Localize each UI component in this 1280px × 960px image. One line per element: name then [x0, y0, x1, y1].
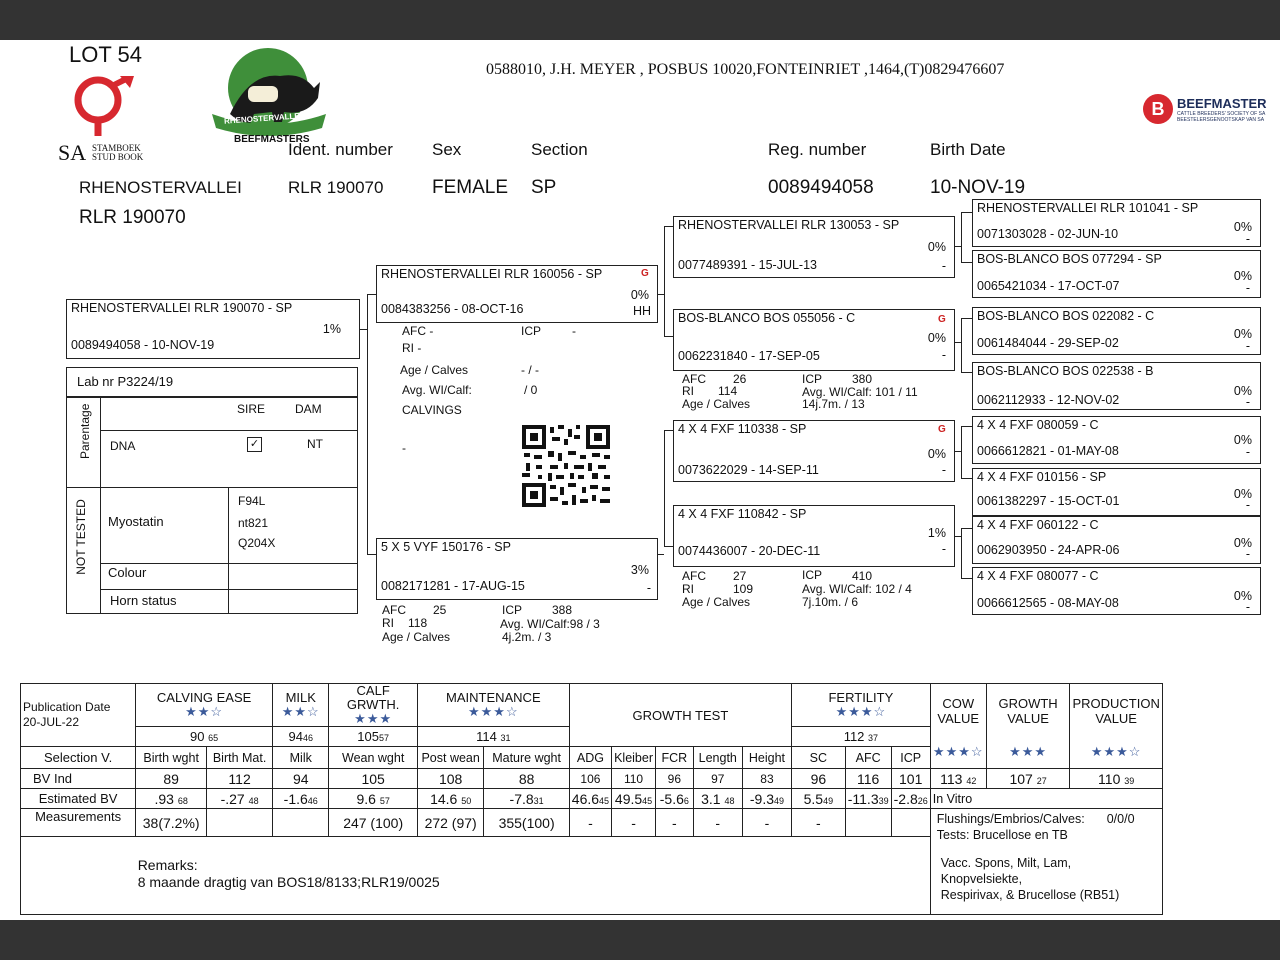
lot-number: LOT 54: [69, 42, 142, 67]
animal-section: SP: [531, 177, 557, 198]
gt-tested-icon: G: [938, 424, 946, 435]
fertility-stars-icon: ★★★☆: [835, 704, 887, 719]
estimated-bv-row: Estimated BV .93 68 -.27 48 -1.646 9.6 57 14.6 50 -7.831 46.645 49.545 -5.66 3.1 48 -9.349 5.549 -11.339 -2.826 In Vitro: [21, 789, 1240, 809]
breeding-values-table: [20, 683, 1240, 915]
reg-header: Reg. number: [768, 140, 867, 159]
rhenostervallei-logo: RHENOSTERVALLEI BEEFMASTERS: [210, 42, 330, 146]
subject-pedigree-box: RHENOSTERVALLEI RLR 190070 - SP 1% 0089494058 - 10-NOV-19: [66, 299, 360, 359]
gt-tested-icon: G: [938, 314, 946, 325]
ggparent-box-3: BOS-BLANCO BOS 022082 - C 0% 0061484044 - 29-SEP-02 -: [972, 307, 1261, 355]
not-tested-label: NOT TESTED: [74, 499, 88, 575]
selection-maintenance: 114 31: [417, 727, 569, 747]
animal-birth: 10-NOV-19: [930, 177, 1026, 198]
publication-cell: Publication Date 20-JUL-22: [21, 684, 136, 747]
sex-header: Sex: [432, 140, 462, 159]
calf-growth-header: CALF GRWTH. ★★★: [329, 684, 417, 727]
dna-sire-checkbox-icon: ✓: [247, 437, 262, 452]
calving-ease-header: CALVING EASE ★★☆: [136, 684, 273, 727]
selection-label: Selection V.: [21, 747, 136, 769]
growth-value-stars-icon: ★★★: [1009, 744, 1048, 759]
fertility-header: FERTILITY ★★★☆: [791, 684, 930, 727]
remarks-cell: Remarks: 8 maande dragtig van BOS18/8133;RLR19/0025: [136, 837, 931, 915]
calf-growth-stars-icon: ★★★: [354, 711, 393, 726]
animal-ident: RLR 190070: [288, 178, 384, 197]
sire-pedigree-box: RHENOSTERVALLEI RLR 160056 - SP 0% 0084383256 - 08-OCT-16 HH: [376, 265, 658, 323]
maintenance-stars-icon: ★★★☆: [468, 704, 519, 719]
bottom-bar: [0, 920, 1280, 960]
selection-calf: 10557: [329, 727, 417, 747]
selection-milk: 9446: [273, 727, 329, 747]
maintenance-header: MAINTENANCE ★★★☆: [417, 684, 569, 727]
growth-value-header: GROWTH VALUE ★★★: [986, 684, 1070, 769]
ggparent-box-6: 4 X 4 FXF 010156 - SP 0% 0061382297 - 15-OCT-01 -: [972, 468, 1261, 516]
ggparent-box-2: BOS-BLANCO BOS 077294 - SP 0% 0065421034 - 17-OCT-07 -: [972, 250, 1261, 298]
ggparent-box-1: RHENOSTERVALLEI RLR 101041 - SP 0% 0071303028 - 02-JUN-10 -: [972, 199, 1261, 247]
selection-calving: 90 65: [136, 727, 273, 747]
ggparent-box-4: BOS-BLANCO BOS 022538 - B 0% 0062112933 - 12-NOV-02 -: [972, 362, 1261, 410]
production-value-stars-icon: ★★★☆: [1090, 744, 1142, 759]
bv-ind-row: BV Ind 89 112 94 105 108 88 106 110 96 97 83 96 116 101 113 42 107 27 110 39: [21, 769, 1240, 789]
section-header: Section: [531, 140, 588, 159]
cow-value-stars-icon: ★★★☆: [932, 744, 984, 759]
granddam-paternal-box: BOS-BLANCO BOS 055056 - C 0% 0062231840 - 17-SEP-05 -: [673, 309, 955, 371]
notes-cell: Flushings/Embrios/Calves: 0/0/0 Tests: Brucellose en TB Vacc. Spons, Milt, Lam, Knopvelsiekte, Respirivax, & Brucellose (RB51): [930, 809, 1162, 915]
production-value-cell: 110 39: [1070, 769, 1162, 789]
column-header-row: Selection V. Birth wght Birth Mat. Milk Wean wght Post wean Mature wght ADG Kleiber FCR Length Height SC AFC ICP: [21, 747, 1240, 769]
beefmaster-b-icon: B: [1143, 94, 1173, 124]
animal-name: RHENOSTERVALLEI: [79, 178, 242, 197]
gt-tested-icon: G: [641, 268, 649, 279]
selection-fertility: 112 37: [791, 727, 930, 747]
calving-ease-stars-icon: ★★☆: [185, 704, 224, 719]
cow-value-header: COW VALUE ★★★☆: [930, 684, 986, 769]
animal-reg: 0089494058: [768, 177, 874, 198]
in-vitro-label: In Vitro: [930, 789, 1162, 809]
breeder-info: 0588010, J.H. MEYER , POSBUS 10020,FONTEINRIET ,1464,(T)0829476607: [486, 61, 1005, 78]
top-bar: [0, 0, 1280, 40]
growth-test-header: GROWTH TEST: [569, 684, 791, 747]
stamboek-symbol-icon: [68, 76, 138, 138]
qr-code-icon: [522, 425, 610, 507]
granddam-maternal-box: 4 X 4 FXF 110842 - SP 1% 0074436007 - 20-DEC-11 -: [673, 505, 955, 567]
milk-header: MILK ★★☆: [273, 684, 329, 727]
animal-name-2: RLR 190070: [79, 207, 186, 228]
lab-nr-box: Lab nr P3224/19: [66, 367, 358, 397]
dam-pedigree-box: 5 X 5 VYF 150176 - SP 3% 0082171281 - 17-AUG-15 -: [376, 538, 658, 600]
parentage-label: Parentage: [78, 403, 92, 459]
sa-studbook-logo: SA STAMBOEK STUD BOOK: [58, 76, 158, 166]
measurements-row: Measurements 38(7.2%) 247 (100) 272 (97) 355(100) - - - - - - Flushings/Embrios/Calves: 0/0/0 Tests: Brucellose en TB Vacc. Spons, Milt, Lam, Knopvelsiekte, Respirivax, & Brucellose (RB51): [21, 809, 1240, 837]
cow-value-cell: 113 42: [930, 769, 986, 789]
ident-header: Ident. number: [288, 140, 393, 159]
milk-stars-icon: ★★☆: [281, 704, 320, 719]
production-value-header: PRODUCTION VALUE ★★★☆: [1070, 684, 1162, 769]
growth-value-cell: 107 27: [986, 769, 1070, 789]
ggparent-box-5: 4 X 4 FXF 080059 - C 0% 0066612821 - 01-MAY-08 -: [972, 416, 1261, 464]
ggparent-box-8: 4 X 4 FXF 080077 - C 0% 0066612565 - 08-MAY-08 -: [972, 567, 1261, 615]
ggparent-box-7: 4 X 4 FXF 060122 - C 0% 0062903950 - 24-APR-06 -: [972, 516, 1261, 564]
grandsire-paternal-box: RHENOSTERVALLEI RLR 130053 - SP 0% 0077489391 - 15-JUL-13 -: [673, 216, 955, 278]
animal-sex: FEMALE: [432, 177, 509, 198]
birth-header: Birth Date: [930, 140, 1006, 159]
grandsire-maternal-box: 4 X 4 FXF 110338 - SP 0% 0073622029 - 14-SEP-11 -: [673, 420, 955, 482]
beefmaster-logo: B BEEFMASTER CATTLE BREEDERS' SOCIETY OF SA BEESTELERSGENOOTSKAP VAN SA: [1143, 94, 1271, 126]
